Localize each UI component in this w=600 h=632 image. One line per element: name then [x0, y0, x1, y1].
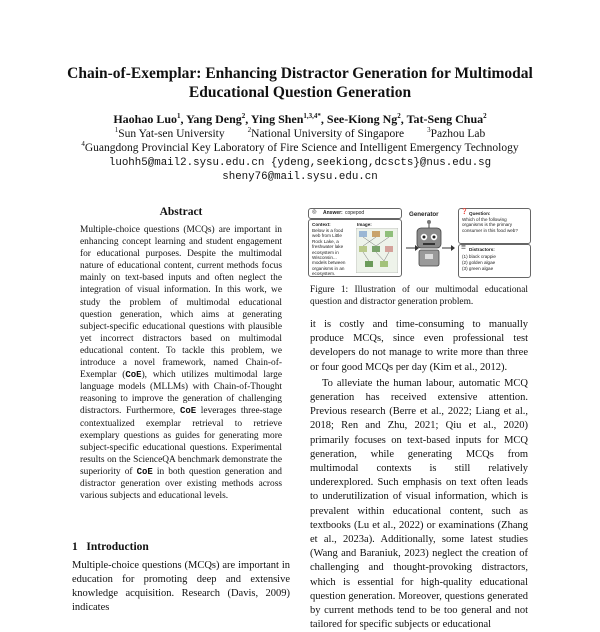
abstract-body	[72, 224, 290, 502]
distractor-item: (2) golden algae	[462, 260, 496, 265]
context-text: Below is a food web from Little Rock Lake, a freshwater lake ecosystem in Wisconsin... models between organisms in an ecosystem.	[312, 228, 346, 277]
title-line-2: Educational Question Generation	[188, 84, 412, 101]
abstract-text: Multiple-choice questions (MCQs) are important in enhancing concept learning and student engagement for educational purposes. Despite the multimodal nature of educational content, current methods focus mainly on text-based inputs and often neglect the integration of visual information. In this work, we study the problem of multimodal educational question generation, which aims at generating subject-specific educational questions with plausible yet incorrect distractors based on multimodal educational content. To tackle this problem, we introduce a novel framework, named Chain-of-Exemplar (	[80, 225, 282, 381]
distractor-item: (3) green algae	[462, 266, 494, 271]
affiliation-row	[20, 127, 580, 141]
method-code-term: CoE	[179, 406, 197, 417]
food-web-image	[356, 228, 398, 273]
figure-caption: Figure 1: Illustration of our multimodal educational question and distractor generation problem.	[310, 285, 528, 307]
distractors-label: Distractors:	[469, 246, 495, 252]
author: Yang Deng	[186, 112, 242, 126]
affil-sup: 3	[427, 126, 431, 135]
author: Tat-Seng Chua	[406, 112, 484, 126]
title-line-1: Chain-of-Exemplar: Enhancing Distractor Generation for Multimodal	[67, 65, 533, 82]
answer-box	[308, 208, 402, 219]
body-paragraph: To alleviate the human labour, automatic MCQ generation has received extensive attention. Previous research (Berre et al., 2022; Liang et al., 2018; Ren and Zhu, 2021; Qiu et al., 2020) primarily focuses on text-based inputs for MCQ generation, while generating MCQs from multimodal contexts is still relatively underexplored. Such emphasis on text often leads to underutilization of visual information, which is prevalent within educational content, such as textbooks (Lu et al., 2022) or examinations (Zhang et al., 2023a). Additionally, some latest studies (Wang and Baraniuk, 2023) neglect the creation of challenging and thought-provoking distractors, which is essential for high-quality educational question generation. Moreover, questions generated by current methods tend to be too general and not tailored for specific subjects or educational	[310, 377, 528, 631]
question-label: Question:	[469, 210, 491, 216]
affiliation: Sun Yat-sen University	[118, 128, 225, 140]
author-sup: 2	[241, 112, 246, 120]
affiliation: Guangdong Provincial Key Laboratory of Fire Science and Intelligent Emergency Technology	[84, 142, 519, 154]
author: Ying Shen	[250, 112, 304, 126]
author: Haohao Luo	[113, 112, 178, 126]
affiliation-row	[20, 141, 580, 155]
answer-label: Answer:	[323, 209, 343, 216]
generator-label: Generator	[409, 211, 439, 218]
robot-icon	[402, 218, 456, 274]
affiliation: Pazhou Lab	[430, 128, 486, 140]
right-column-body	[310, 318, 528, 632]
email-line-2: sheny76@mail.sysu.edu.cn	[222, 171, 378, 183]
figure-1	[308, 206, 530, 278]
section-number: 1	[72, 541, 78, 553]
method-code-term: CoE	[136, 466, 153, 477]
distractors-box	[458, 244, 531, 278]
author-sup: 1	[177, 112, 181, 120]
method-code-term: CoE	[125, 370, 142, 381]
target-icon: ◎	[312, 209, 317, 215]
abstract-paragraph	[72, 224, 290, 502]
image-label: Image:	[357, 222, 372, 227]
intro-body	[72, 559, 290, 615]
section-heading	[72, 541, 290, 553]
email-line-1: luohh5@mail2.sysu.edu.cn {ydeng,seekiong,dcscts}@nus.edu.sg	[108, 157, 492, 169]
author-sup: 2	[483, 112, 487, 120]
question-text: Which of the following organisms is the primary consumer in this food web?	[462, 217, 518, 233]
input-box	[308, 219, 402, 277]
author: See-Kiong Ng	[326, 112, 398, 126]
body-paragraph: it is costly and time-consuming to manually produce MCQs, since even professional test developers do not manage to write more than three or four good MCQs per day (Kim et al., 2012).	[310, 319, 528, 373]
answer-value: copepod	[345, 209, 365, 216]
affil-sup: 2	[247, 126, 252, 135]
section-title: Introduction	[86, 541, 149, 553]
list-icon: ☰	[461, 245, 466, 251]
distractor-item: (1) black crappie	[462, 254, 496, 259]
abstract-heading: Abstract	[159, 206, 203, 218]
affil-sup: 1	[114, 126, 119, 135]
author-list: Haohao Luo$^1$, Yang Deng$^2$, Ying Shen$^{1,3,4*}$, See-Kiong Ng$^2$, Tat-Seng Chua$^2$	[113, 112, 487, 126]
context-label: Context:	[312, 222, 331, 227]
intro-paragraph: Multiple-choice questions (MCQs) are important in education for promoting deep and extensive knowledge acquisition. Research (Davis, 2009) indicates	[72, 560, 290, 613]
author-sup: 2	[397, 112, 401, 120]
abstract-text: in both question generation and distractor generation over existing methods across various subjects and educational levels.	[80, 466, 282, 502]
affiliation: National University of Singapore	[251, 128, 405, 140]
abstract-text: leverages three-stage contextualized exemplar retrieval to retrieve exemplary questions as guides for generating more subject-specific educational questions. Experimental results on the ScienceQA benchmark demonstrate the superiority of	[80, 406, 282, 477]
author-sup: 1,3,4*	[303, 112, 321, 120]
question-box	[458, 208, 531, 244]
question-icon: ❓	[461, 209, 468, 215]
abstract-text: ), which utilizes multimodal large language models (MLLMs) with Chain-of-Thought reasoning to improve the generation of challenging distractors. Furthermore,	[80, 370, 282, 417]
paper-title	[40, 64, 560, 102]
affil-sup: 4	[81, 140, 85, 149]
